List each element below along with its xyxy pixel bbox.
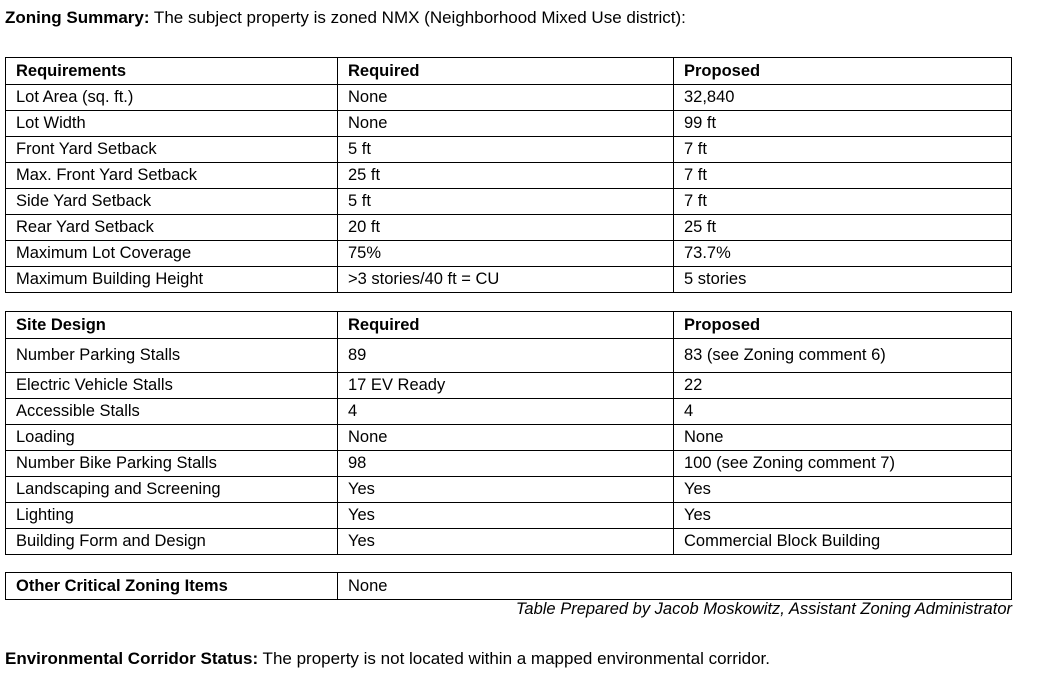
other-items-value: None: [338, 573, 1012, 600]
table-row: [6, 85, 1012, 111]
table-row: [6, 529, 1012, 555]
environmental-text: The property is not located within a mapped environmental corridor.: [258, 649, 770, 668]
table-cell: Maximum Lot Coverage: [6, 241, 338, 267]
table-cell: 7 ft: [674, 189, 1012, 215]
table-cell: None: [338, 111, 674, 137]
table-cell: Yes: [338, 529, 674, 555]
table-cell: 17 EV Ready: [338, 373, 674, 399]
table-cell: Lot Width: [6, 111, 338, 137]
table-cell: 32,840: [674, 85, 1012, 111]
table-row: [6, 373, 1012, 399]
other-items-table: [5, 572, 1012, 600]
zoning-summary-text: The subject property is zoned NMX (Neighborhood Mixed Use district):: [149, 8, 686, 27]
table-cell: Lighting: [6, 503, 338, 529]
table-cell: Yes: [674, 477, 1012, 503]
table-cell: None: [338, 85, 674, 111]
table-row: [6, 241, 1012, 267]
table-cell: 7 ft: [674, 137, 1012, 163]
environmental-label: Environmental Corridor Status:: [5, 649, 259, 668]
site-design-table: [5, 311, 1012, 555]
table-cell: Yes: [338, 503, 674, 529]
table-cell: Number Bike Parking Stalls: [6, 451, 338, 477]
column-header: Required: [338, 58, 674, 85]
table-row: [6, 573, 1012, 600]
column-header: Requirements: [6, 58, 338, 85]
table-row: [6, 137, 1012, 163]
table-row: [6, 189, 1012, 215]
table-row: [6, 503, 1012, 529]
column-header: Site Design: [6, 312, 338, 339]
table-cell: 100 (see Zoning comment 7): [674, 451, 1012, 477]
table-row: [6, 451, 1012, 477]
table-cell: None: [674, 425, 1012, 451]
table-cell: Commercial Block Building: [674, 529, 1012, 555]
table-row: [6, 339, 1012, 373]
table-cell: Yes: [338, 477, 674, 503]
table-row: [6, 215, 1012, 241]
table-cell: None: [338, 425, 674, 451]
table-cell: Yes: [674, 503, 1012, 529]
table-cell: Number Parking Stalls: [6, 339, 338, 373]
table-header-row: [6, 58, 1012, 85]
table-cell: 83 (see Zoning comment 6): [674, 339, 1012, 373]
column-header: Proposed: [674, 58, 1012, 85]
table-cell: 7 ft: [674, 163, 1012, 189]
zoning-summary-label: Zoning Summary:: [5, 8, 150, 27]
table-cell: Side Yard Setback: [6, 189, 338, 215]
table-cell: 25 ft: [338, 163, 674, 189]
table-row: [6, 425, 1012, 451]
environmental-status: [5, 649, 770, 669]
table-cell: Landscaping and Screening: [6, 477, 338, 503]
table-cell: Lot Area (sq. ft.): [6, 85, 338, 111]
table-cell: 73.7%: [674, 241, 1012, 267]
column-header: Proposed: [674, 312, 1012, 339]
table-cell: 4: [674, 399, 1012, 425]
table-cell: Front Yard Setback: [6, 137, 338, 163]
table-cell: 99 ft: [674, 111, 1012, 137]
table-cell: 20 ft: [338, 215, 674, 241]
table-cell: 98: [338, 451, 674, 477]
table-cell: 5 stories: [674, 267, 1012, 293]
table-row: [6, 477, 1012, 503]
table-cell: Electric Vehicle Stalls: [6, 373, 338, 399]
table-row: [6, 267, 1012, 293]
table-row: [6, 111, 1012, 137]
column-header: Required: [338, 312, 674, 339]
table-cell: 5 ft: [338, 137, 674, 163]
table-cell: 22: [674, 373, 1012, 399]
table-cell: 25 ft: [674, 215, 1012, 241]
table-header-row: [6, 312, 1012, 339]
table-cell: 75%: [338, 241, 674, 267]
table-cell: >3 stories/40 ft = CU: [338, 267, 674, 293]
table-cell: Accessible Stalls: [6, 399, 338, 425]
table-cell: 89: [338, 339, 674, 373]
table-cell: Loading: [6, 425, 338, 451]
table-row: [6, 399, 1012, 425]
table-cell: 5 ft: [338, 189, 674, 215]
other-items-label: Other Critical Zoning Items: [6, 573, 338, 600]
requirements-table: [5, 57, 1012, 293]
table-credit: Table Prepared by Jacob Moskowitz, Assistant Zoning Administrator: [515, 600, 1012, 618]
table-cell: Building Form and Design: [6, 529, 338, 555]
table-cell: Rear Yard Setback: [6, 215, 338, 241]
zoning-summary: [5, 8, 686, 28]
table-cell: Max. Front Yard Setback: [6, 163, 338, 189]
table-cell: 4: [338, 399, 674, 425]
table-cell: Maximum Building Height: [6, 267, 338, 293]
table-row: [6, 163, 1012, 189]
